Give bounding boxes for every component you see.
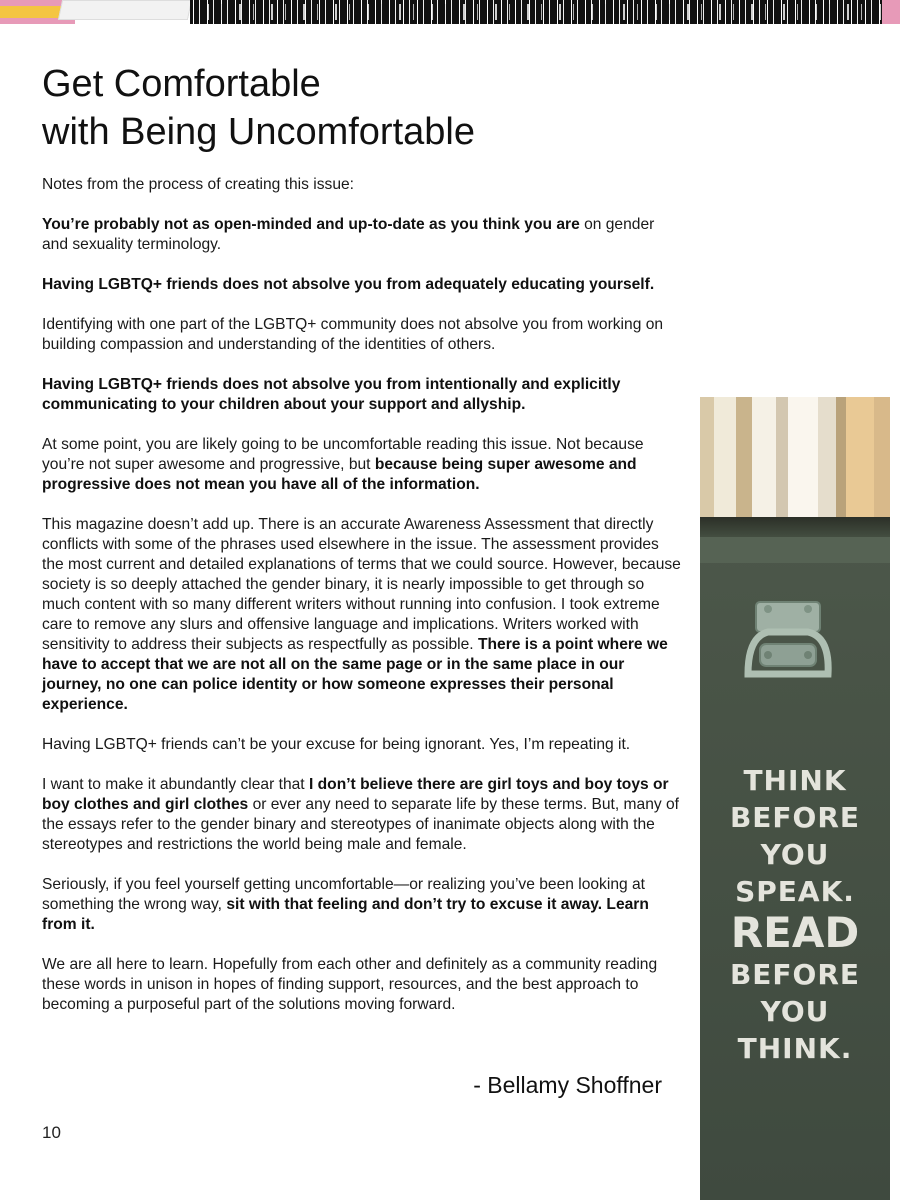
paragraph-6	[42, 515, 682, 715]
paragraph-6-bold: There is a point where we have to accept that we are not all on the same page or in the same place in our journey, no one can police identity or how someone expresses their personal experience.	[42, 636, 668, 713]
paragraph-4	[42, 375, 682, 415]
paragraph-3: Identifying with one part of the LGBTQ+ community does not absolve you from working on building compassion and understanding of the identities of others.	[42, 316, 664, 353]
paragraph-1-rest: on gender and sexuality terminology.	[42, 216, 655, 253]
paragraph-9-bold: sit with that feeling and don’t try to excuse it away. Learn from it.	[42, 896, 649, 933]
paragraph-2	[42, 275, 682, 295]
book-spine	[874, 397, 890, 525]
locker-photo	[700, 397, 890, 1200]
paragraph-1-bold: You’re probably not as open-minded and up-to-date as you think you are	[42, 216, 580, 233]
shelf-shadow	[700, 517, 890, 539]
stencil-line: SPEAK.	[735, 875, 855, 908]
page-title	[42, 60, 662, 156]
strip-texture-overlay	[190, 4, 900, 20]
paragraph-8	[42, 775, 682, 855]
intro-paragraph: Notes from the process of creating this issue:	[42, 176, 355, 193]
paragraph-8-rest: or ever any need to separate life by these terms. But, many of the essays refer to the gender binary and stereotypes of inanimate objects along with the stereotypes and restrictions the world being male and female.	[42, 796, 680, 853]
paragraph-10: We are all here to learn. Hopefully from each other and definitely as a community reading these words in unison in hopes of finding support, resources, and the best approach to becoming a purposeful part of the solutions moving forward.	[42, 956, 658, 1013]
book-spine	[736, 397, 752, 525]
article-body	[42, 175, 682, 1035]
locker-top-band	[700, 537, 890, 563]
stencil-line: BEFORE	[729, 958, 861, 991]
stencil-line: THINK	[743, 764, 847, 797]
paragraph-6-start: This magazine doesn’t add up. There is an accurate Awareness Assessment that directly conflicts with some of the phrases used elsewhere in the issue. The assessment provides the most current and detailed explanations of terms that we could source. However, because society is so deeply attached the gender binary, it is nearly impossible to get through so much content with so many different writers without running into confusion. I took extreme care to remove any slurs and offensive language and implications. Writers worked with sensitivity to address their subjects as respectfully as possible.	[42, 516, 681, 653]
strip-torn-paper	[58, 0, 192, 20]
book-spine	[846, 397, 874, 525]
page-number: 10	[42, 1123, 61, 1142]
bookshelf-books	[700, 397, 890, 525]
book-spine	[700, 397, 714, 525]
book-spine	[714, 397, 736, 525]
paragraph-8-bold: I don’t believe there are girl toys and boy toys or boy clothes and girl clothes	[42, 776, 669, 813]
book-spine	[836, 397, 846, 525]
paragraph-5-bold: because being super awesome and progressive does not mean you have all of the information.	[42, 456, 637, 493]
stencil-line: BEFORE	[729, 801, 861, 834]
stencil-line: YOU	[760, 995, 830, 1028]
paragraph-9	[42, 875, 682, 935]
stencil-line: YOU	[760, 838, 830, 871]
paragraph-1	[42, 215, 682, 255]
author-signature: - Bellamy Shoffner	[473, 1072, 662, 1098]
paragraph-5	[42, 435, 682, 495]
book-spine	[788, 397, 818, 525]
book-spine	[776, 397, 788, 525]
title-line-1: Get Comfortable	[42, 63, 321, 105]
book-spine	[818, 397, 836, 525]
paragraph-8-start: I want to make it abundantly clear that	[42, 776, 309, 793]
stencil-text	[700, 762, 890, 1067]
paragraph-4-bold: Having LGBTQ+ friends does not absolve you from intentionally and explicitly communicating to your children about your support and allyship.	[42, 376, 621, 413]
paragraph-9-start: Seriously, if you feel yourself getting uncomfortable—or realizing you’ve been looking at something the wrong way,	[42, 876, 646, 913]
title-line-2: with Being Uncomfortable	[42, 111, 475, 153]
strip-pink-edge	[882, 0, 900, 24]
decorative-top-strip	[0, 0, 900, 24]
paragraph-7: Having LGBTQ+ friends can’t be your excuse for being ignorant. Yes, I’m repeating it.	[42, 736, 631, 753]
paragraph-5-start: At some point, you are likely going to be uncomfortable reading this issue. Not because you’re not super awesome and progressive, but	[42, 436, 644, 473]
stencil-line: THINK.	[737, 1032, 853, 1065]
paragraph-2-bold: Having LGBTQ+ friends does not absolve you from adequately educating yourself.	[42, 276, 655, 293]
stencil-line-large: READ	[730, 908, 860, 957]
book-spine	[752, 397, 776, 525]
locker-handle-icon	[738, 592, 838, 692]
